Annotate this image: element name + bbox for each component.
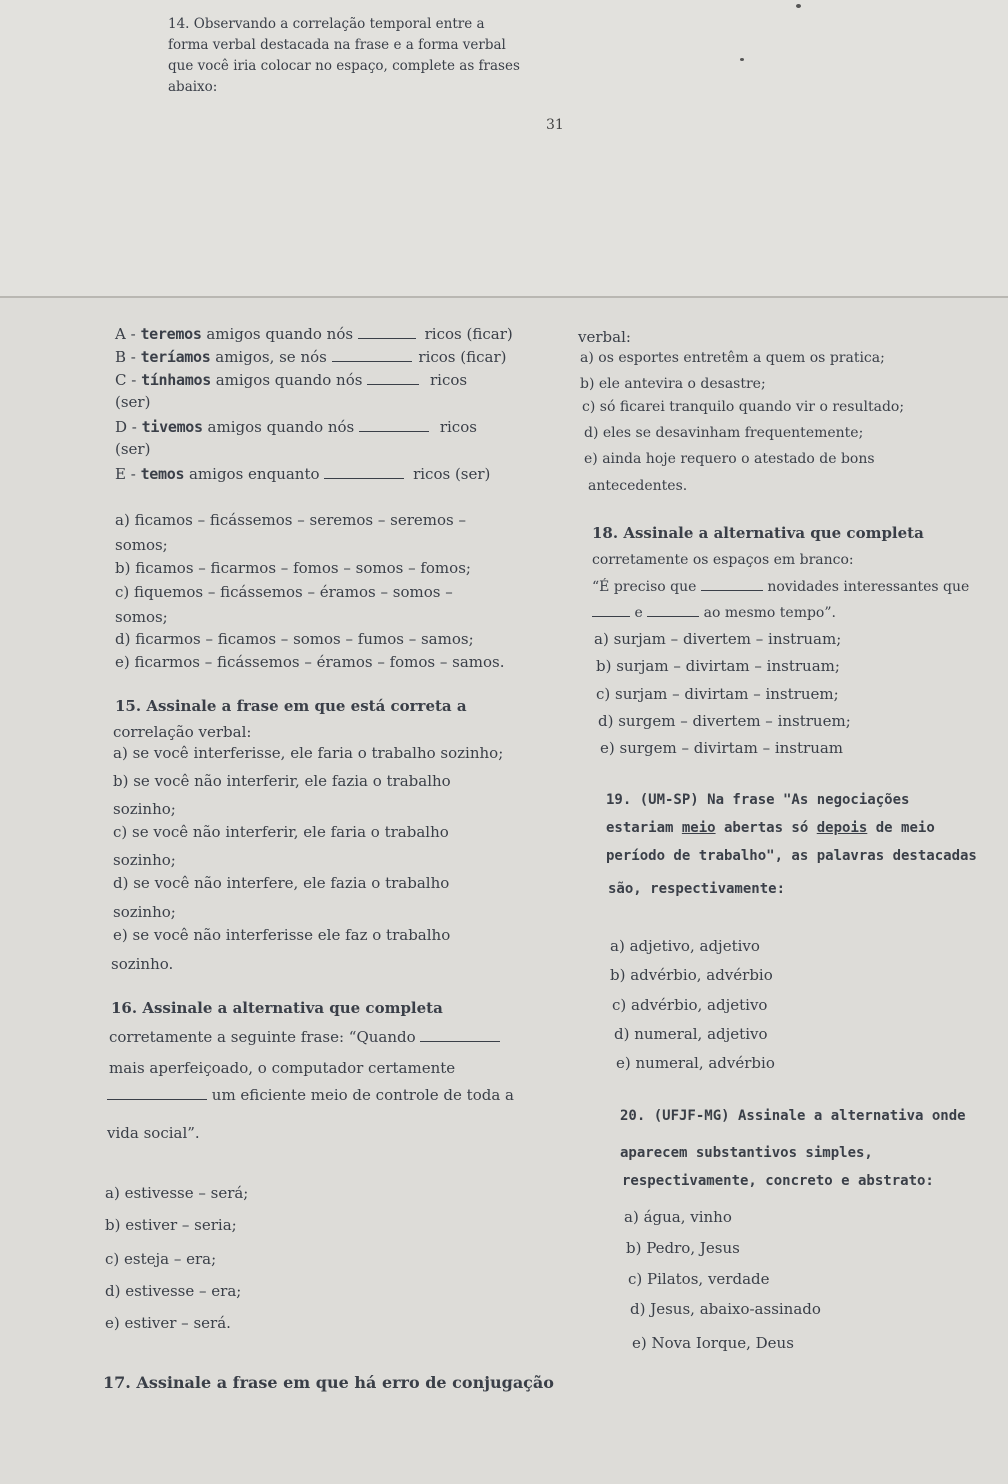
q18-option: b) surjam – divirtam – instruam; [596,657,840,675]
q14-item-a: A - teremos amigos quando nós ricos (ficar) [115,325,513,343]
q16-line2: corretamente a seguinte frase: “Quando [109,1028,500,1046]
q14-item-b: B - teríamos amigos, se nós ricos (ficar) [115,348,507,366]
q16-title: 16. Assinale a alternativa que completa [111,999,443,1017]
dust-speck [796,4,801,8]
q16-option: c) esteja – era; [105,1250,217,1268]
q20-title: 20. (UFJF-MG) Assinale a alternativa onde [620,1108,966,1124]
q14-option: e) ficarmos – ficássemos – éramos – fomos – samos. [115,653,505,671]
q17-option: d) eles se desavinham frequentemente; [584,425,864,441]
dust-speck [740,58,744,61]
q20-option: d) Jesus, abaixo-assinado [630,1300,821,1318]
q16-line5: vida social”. [107,1124,200,1142]
q19-option: a) adjetivo, adjetivo [610,937,760,955]
q17-option: b) ele antevira o desastre; [580,376,766,392]
q17-option: a) os esportes entretêm a quem os pratica; [580,350,885,366]
q20-option: c) Pilatos, verdade [628,1270,770,1288]
q19-option: d) numeral, adjetivo [614,1025,768,1043]
q18-option: e) surgem – divirtam – instruam [600,739,844,757]
q19-option: c) advérbio, adjetivo [612,996,768,1014]
q15-option: d) se você não interfere, ele fazia o trabalho [113,874,450,892]
q20-option: b) Pedro, Jesus [626,1239,740,1257]
q19-title: 19. (UM-SP) Na frase "As negociações [606,792,910,808]
q14-option: d) ficarmos – ficamos – somos – fumos – samos; [115,630,474,648]
q14-line: forma verbal destacada na frase e a forma verbal [168,37,506,53]
q16-option: e) estiver – será. [105,1314,231,1332]
q18-option: c) surjam – divirtam – instruem; [596,685,839,703]
q14-option: somos; [115,536,168,554]
q16-option: d) estivesse – era; [105,1282,242,1300]
q18-line4: e ao mesmo tempo”. [592,604,836,622]
q17-verbal-header: verbal: [578,328,631,346]
q14-option: a) ficamos – ficássemos – seremos – seremos – [115,511,466,529]
q15-option: b) se você não interferir, ele fazia o trabalho [113,772,451,790]
q19-option: e) numeral, advérbio [616,1054,775,1072]
q15-option: sozinho; [113,800,176,818]
q17-option: e) ainda hoje requero o atestado de bons [584,451,875,467]
q18-line3: “É preciso que novidades interessantes que [592,579,970,595]
q20-line2: aparecem substantivos simples, [620,1145,873,1161]
q15-option: sozinho; [113,851,176,869]
q14-line: que você iria colocar no espaço, complete as frases [168,58,520,74]
q19-line2: estariam meio abertas só depois de meio [606,820,935,836]
q14-option: b) ficamos – ficarmos – fomos – somos – fomos; [115,559,471,577]
q15-option: sozinho. [111,955,174,973]
q15-title-line2: correlação verbal: [113,723,252,741]
q15-option: c) se você não interferir, ele faria o trabalho [113,823,449,841]
q16-option: b) estiver – seria; [105,1216,237,1234]
q17-option: antecedentes. [588,478,688,494]
q18-option: a) surjam – divertem – instruam; [594,630,842,648]
q14-line: abaixo: [168,79,218,95]
q14-option: c) fiquemos – ficássemos – éramos – somos – [115,583,453,601]
q15-option: sozinho; [113,903,176,921]
q17-option: c) só ficarei tranquilo quando vir o resultado; [582,399,905,415]
q14-item-d-extra: (ser) [115,440,151,458]
q14-item-c-extra: (ser) [115,393,151,411]
q17-title: 17. Assinale a frase em que há erro de conjugação [103,1373,554,1392]
q15-option: a) se você interferisse, ele faria o trabalho sozinho; [113,744,504,762]
q16-option: a) estivesse – será; [105,1184,249,1202]
q20-line3: respectivamente, concreto e abstrato: [622,1173,934,1189]
q18-title: 18. Assinale a alternativa que completa [592,524,924,542]
q16-line4: um eficiente meio de controle de toda a [107,1086,514,1104]
page-fold-divider [0,296,1008,298]
q19-line3: período de trabalho", as palavras destacadas [606,848,977,864]
q14-item-c: C - tínhamos amigos quando nós ricos [115,371,468,389]
q18-line2: corretamente os espaços em branco: [592,552,854,568]
q14-option: somos; [115,608,168,626]
q14-line: 14. Observando a correlação temporal entre a [168,16,485,32]
q20-option: e) Nova Iorque, Deus [632,1334,794,1352]
q15-option: e) se você não interferisse ele faz o trabalho [113,926,451,944]
q20-option: a) água, vinho [624,1208,732,1226]
q19-option: b) advérbio, advérbio [610,966,773,984]
q19-line4: são, respectivamente: [608,881,786,897]
page-number: 31 [546,117,564,133]
q15-title: 15. Assinale a frase em que está correta a [115,697,467,715]
q14-item-e: E - temos amigos enquanto ricos (ser) [115,465,491,483]
q16-line3: mais aperfeiçoado, o computador certamente [109,1059,456,1077]
q18-option: d) surgem – divertem – instruem; [598,712,851,730]
question-14-instructions [168,14,568,98]
q14-item-d: D - tivemos amigos quando nós ricos [115,418,477,436]
